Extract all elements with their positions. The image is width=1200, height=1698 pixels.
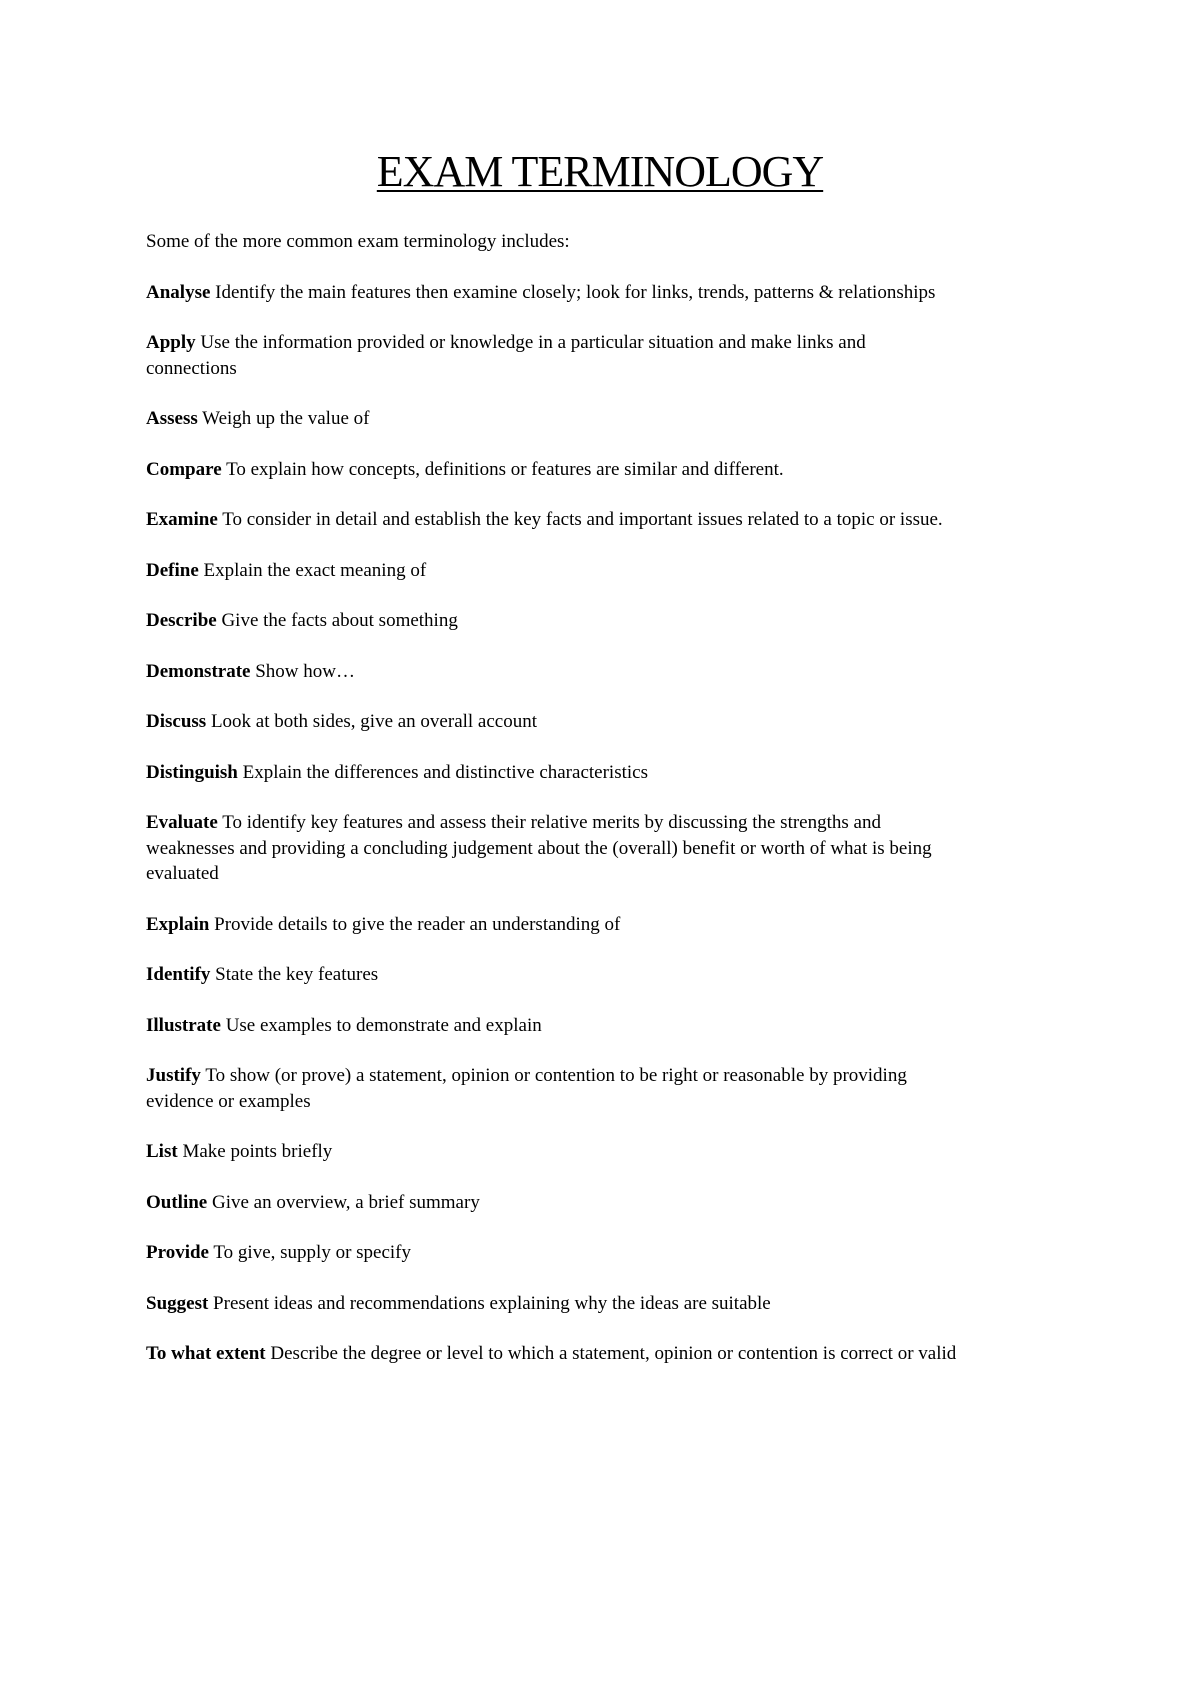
term-definition: Use examples to demonstrate and explain (225, 1014, 542, 1036)
term-definition: Weigh up the value of (202, 408, 370, 429)
term-word: Compare (146, 458, 222, 480)
term-entry (146, 558, 961, 584)
term-entry (146, 1341, 961, 1367)
term-word: Provide (146, 1242, 209, 1263)
term-entry (146, 810, 961, 887)
term-definition: To consider in detail and establish the key facts and important issues related to a topic or issue. (222, 509, 943, 530)
term-word: Justify (146, 1065, 201, 1086)
term-entry (146, 608, 961, 634)
term-word: Identify (146, 964, 211, 985)
term-word: Assess (146, 408, 198, 429)
term-entry (146, 330, 961, 381)
term-entry (146, 507, 961, 533)
term-definition: To show (or prove) a statement, opinion or contention to be right or reasonable by providing evidence or examples (146, 1065, 907, 1112)
term-entry (146, 280, 961, 306)
term-entry (146, 912, 961, 938)
term-entry (146, 760, 961, 786)
term-definition: Show how… (255, 660, 355, 682)
term-entry (146, 1190, 961, 1216)
term-entry (146, 1291, 961, 1317)
term-definition: To identify key features and assess their relative merits by discussing the strengths and weaknesses and providing a concluding judgement about the (overall) benefit or worth of what is being evaluated (146, 812, 932, 884)
document-body (146, 229, 961, 1392)
page-title: EXAM TERMINOLOGY (376, 147, 824, 196)
term-definition: State the key features (215, 964, 379, 985)
term-entry (146, 1240, 961, 1266)
term-word: Analyse (146, 281, 211, 303)
term-entry (146, 457, 961, 483)
intro-paragraph: Some of the more common exam terminology includes: (146, 231, 570, 252)
term-definition: Give an overview, a brief summary (211, 1191, 480, 1213)
term-definition: Look at both sides, give an overall account (210, 711, 538, 732)
term-list (146, 280, 961, 1367)
term-definition: Make points briefly (182, 1141, 333, 1162)
term-word: Describe (146, 610, 217, 631)
term-entry (146, 1013, 961, 1039)
term-entry (146, 406, 961, 432)
term-definition: Explain the exact meaning of (203, 559, 427, 581)
term-word: Suggest (146, 1292, 209, 1314)
term-word: Outline (146, 1191, 208, 1213)
term-word: Define (146, 559, 199, 581)
term-word: To what extent (146, 1343, 266, 1364)
term-definition: Present ideas and recommendations explaining why the ideas are suitable (213, 1292, 771, 1314)
term-entry (146, 709, 961, 735)
term-word: List (146, 1141, 178, 1162)
term-definition: Use the information provided or knowledge in a particular situation and make links and connections (146, 332, 866, 379)
term-definition: Explain the differences and distinctive characteristics (242, 761, 648, 783)
term-definition: Describe the degree or level to which a statement, opinion or contention is correct or valid (270, 1343, 957, 1364)
term-word: Evaluate (146, 812, 218, 833)
term-word: Distinguish (146, 761, 238, 783)
term-word: Explain (146, 913, 210, 935)
term-entry (146, 1139, 961, 1165)
term-definition: To explain how concepts, definitions or features are similar and different. (226, 458, 784, 480)
term-word: Illustrate (146, 1014, 221, 1036)
term-definition: Provide details to give the reader an understanding of (214, 913, 621, 935)
term-entry (146, 1063, 961, 1114)
term-definition: To give, supply or specify (213, 1242, 412, 1263)
term-entry (146, 659, 961, 685)
term-definition: Give the facts about something (221, 610, 458, 631)
term-entry (146, 962, 961, 988)
term-definition: Identify the main features then examine closely; look for links, trends, patterns & relationships (215, 281, 936, 303)
term-word: Demonstrate (146, 660, 251, 682)
term-word: Apply (146, 332, 196, 353)
term-word: Examine (146, 509, 218, 530)
term-word: Discuss (146, 711, 207, 732)
